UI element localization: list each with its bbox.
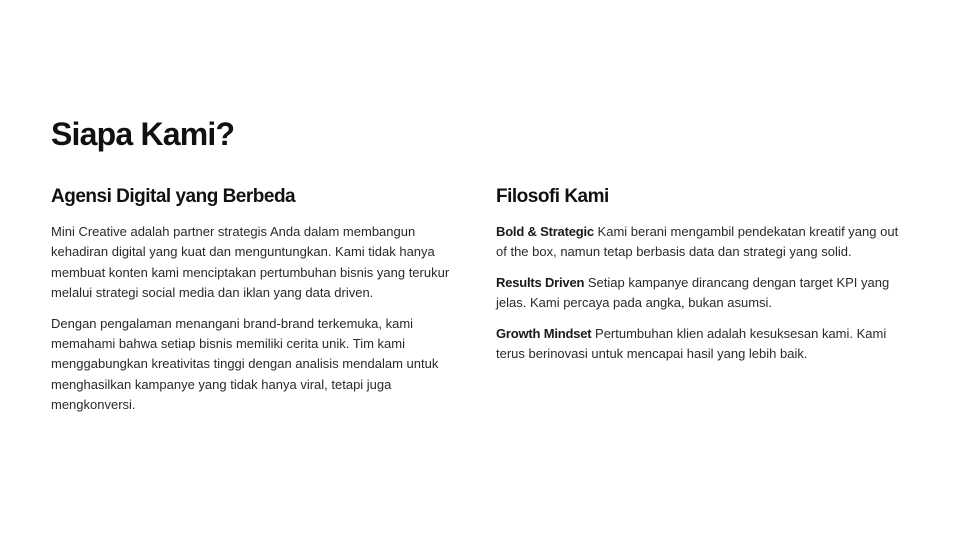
philosophy-item-results-driven xyxy=(496,273,911,314)
philosophy-item-title: Results Driven xyxy=(496,274,585,290)
agency-paragraph-2: Dengan pengalaman menangani brand-brand terkemuka, kami memahami bahwa setiap bisnis memiliki cerita unik. Tim kami menggabungkan kreativitas tinggi dengan analisis mendalam untuk menghasilkan kampanye yang tidak hanya viral, tetapi juga mengkonversi. xyxy=(51,315,439,413)
agency-paragraph-1: Mini Creative adalah partner strategis Anda dalam membangun kehadiran digital yang kuat dan menguntungkan. Kami tidak hanya membuat konten kami menciptakan pertumbuhan bisnis yang terukur melalui strategi social media dan iklan yang data driven. xyxy=(51,224,450,301)
slide-content xyxy=(51,112,911,413)
philosophy-item-text: Setiap kampanye dirancang dengan target KPI yang jelas. Kami percaya pada angka, bukan asumsi. xyxy=(496,274,890,311)
philosophy-column xyxy=(496,184,911,374)
philosophy-item-bold-strategic xyxy=(496,222,911,263)
philosophy-item-title: Bold & Strategic xyxy=(496,224,594,239)
philosophy-heading: Filosofi Kami xyxy=(496,186,609,207)
philosophy-item-text: Kami berani mengambil pendekatan kreatif yang out of the box, namun tetap berbasis data dan strategi yang solid. xyxy=(496,224,899,260)
philosophy-item-growth-mindset xyxy=(496,324,911,365)
page-title: Siapa Kami? xyxy=(51,116,235,152)
philosophy-item-title: Growth Mindset xyxy=(496,325,592,341)
agency-heading: Agensi Digital yang Berbeda xyxy=(51,186,296,207)
agency-column xyxy=(51,184,461,426)
philosophy-item-text: Pertumbuhan klien adalah kesuksesan kami. Kami terus berinovasi untuk mencapai hasil yang lebih baik. xyxy=(496,325,887,362)
